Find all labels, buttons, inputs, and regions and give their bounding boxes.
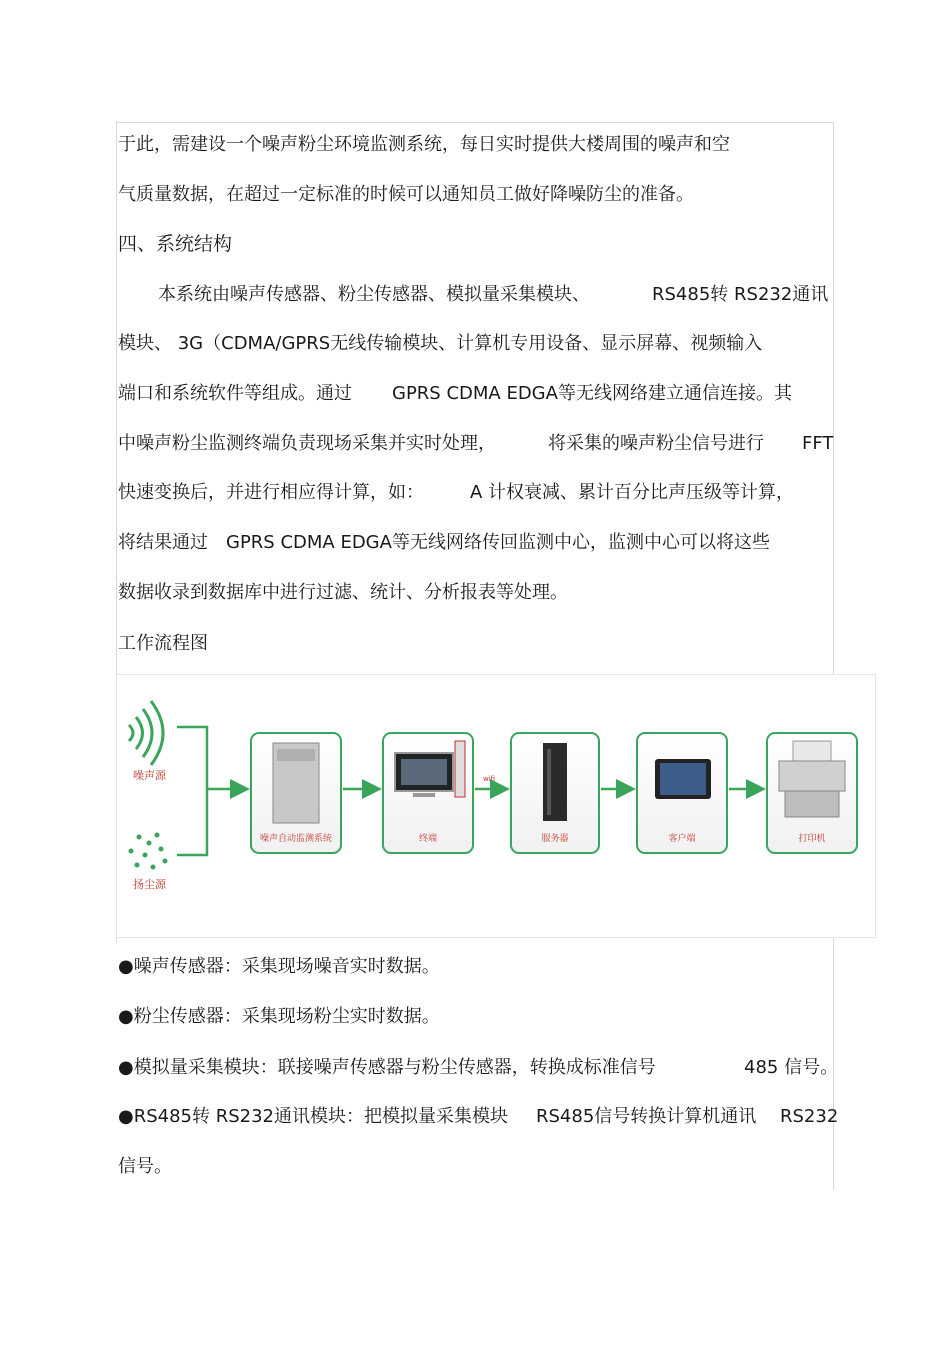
text-run: GPRS CDMA EDGA等无线网络传回监测中心，监测中心可以将这些 (226, 532, 770, 553)
text-run: RS232 (780, 1106, 839, 1127)
text-run: FFT (802, 433, 834, 454)
node-label: 客户端 (668, 834, 696, 844)
dust-source-label: 扬尘源 (133, 878, 166, 891)
bullet-item: ●噪声传感器：采集现场噪音实时数据。 (118, 956, 440, 977)
node-printer (767, 733, 857, 853)
paragraph-line: 气质量数据，在超过一定标准的时候可以通知员工做好降噪防尘的准备。 (118, 184, 694, 205)
text-run: 将结果通过 (118, 532, 208, 553)
node-label: 打印机 (798, 834, 826, 844)
bullet-item: ●粉尘传感器：采集现场粉尘实时数据。 (118, 1006, 440, 1027)
text-run: 将采集的噪声粉尘信号进行 (548, 433, 764, 454)
noise-waves-icon (129, 701, 163, 765)
paragraph-line: 于此，需建设一个噪声粉尘环境监测系统，每日实时提供大楼周围的噪声和空 (118, 134, 730, 155)
text-run: GPRS CDMA EDGA等无线网络建立通信连接。其 (392, 383, 792, 404)
text-run: 本系统由噪声传感器、粉尘传感器、模拟量采集模块、 (158, 284, 590, 305)
node-label: 服务器 (541, 834, 569, 844)
node-noise-monitor (251, 733, 341, 853)
node-label: 终端 (418, 834, 438, 844)
text-run: 端口和系统软件等组成。通过 (118, 383, 352, 404)
paragraph-line: 数据收录到数据库中进行过滤、统计、分析报表等处理。 (118, 582, 568, 603)
wifi-label: wifi (483, 775, 496, 783)
node-client (637, 733, 727, 853)
text-run: ●RS485转 RS232通讯模块：把模拟量采集模块 (118, 1106, 509, 1127)
figure-caption: 工作流程图 (118, 633, 208, 654)
text-run: A 计权衰减、累计百分比声压级等计算， (470, 482, 795, 503)
text-run: RS485信号转换计算机通讯 (536, 1106, 757, 1127)
paragraph-line: 信号。 (118, 1156, 172, 1177)
text-run: RS485转 RS232通讯 (652, 284, 829, 305)
node-terminal (383, 733, 473, 853)
paragraph-line: 模块、 3G（CDMA/GPRS无线传输模块、计算机专用设备、显示屏幕、视频输入 (118, 333, 763, 354)
section-heading: 四、系统结构 (118, 233, 233, 255)
text-run: 快速变换后，并进行相应得计算，如： (118, 482, 424, 503)
page-frame-top (116, 122, 834, 123)
workflow-diagram (116, 674, 876, 938)
text-run: ●模拟量采集模块：联接噪声传感器与粉尘传感器，转换成标准信号 (118, 1057, 656, 1078)
dust-dots-icon (129, 833, 168, 870)
text-run: 485 信号。 (744, 1057, 839, 1078)
text-run: 中噪声粉尘监测终端负责现场采集并实时处理， (118, 433, 496, 454)
node-label: 噪声自动监测系统 (259, 834, 333, 844)
page-frame-right (833, 122, 834, 1190)
noise-source-label: 噪声源 (133, 769, 166, 782)
node-server (511, 733, 599, 853)
